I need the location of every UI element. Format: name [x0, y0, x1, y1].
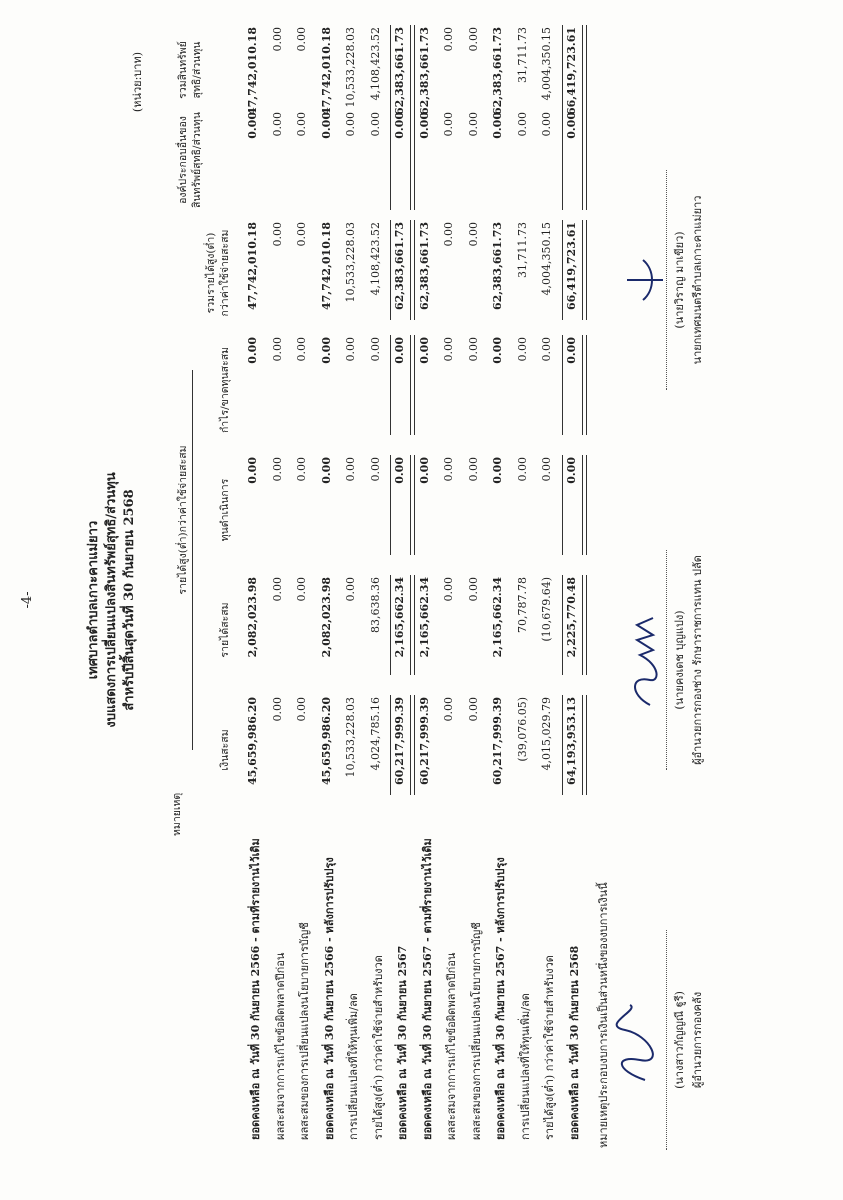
- row-label: ยอดคงเหลือ ณ วันที่ 30 กันยายน 2567: [396, 945, 409, 1140]
- row-label: รายได้สูง(ต่ำ) กว่าค่าใช้จ่ายสำหรับงวด: [371, 955, 385, 1140]
- cell-value: 0.00: [319, 337, 333, 364]
- cell-value: 0.00: [466, 457, 480, 482]
- cell-value: 60,217,999.39: [417, 697, 431, 786]
- cell-value: 0.00: [270, 27, 284, 52]
- cell-value: 0.00: [319, 457, 333, 484]
- cell-value: 62,383,661.73: [393, 222, 406, 311]
- cell-value: 0.00: [295, 457, 308, 482]
- cell-value: 2,082,023.98: [246, 577, 259, 658]
- row-label: รายได้สูง(ต่ำ) กว่าค่าใช้จ่ายสำหรับงวด: [543, 955, 556, 1140]
- col-group: รายได้สูง(ต่ำ)กว่าค่าใช้จ่ายสะสม: [177, 445, 189, 595]
- cell-value: 0.00: [466, 577, 480, 602]
- col-total-net-assets: รวมสินทรัพย์ สุทธิ/ส่วนทุน: [177, 41, 203, 99]
- cell-value: 0.00: [295, 112, 308, 137]
- subtotal-rule: [562, 575, 563, 675]
- subtotal-rule: [390, 575, 391, 675]
- cell-value: 0.00: [564, 112, 578, 139]
- cell-value: 10,533,228.03: [344, 697, 357, 778]
- statement-period: สำหรับปีสิ้นสุดวันที่ 30 กันยายน 2568: [122, 489, 137, 711]
- signature-block-mayor: (นายวิราญ มาเขียว) นายกเทศมนตรีตำบลเกาะคาแม่ยาว: [652, 150, 707, 410]
- total-double-rule: [582, 455, 587, 555]
- cell-value: 64,193,953.13: [564, 697, 578, 786]
- cell-value: 0.00: [564, 457, 578, 484]
- cell-value: 0.00: [295, 577, 308, 602]
- total-double-rule: [410, 575, 415, 675]
- subtotal-rule: [390, 455, 391, 555]
- row-label: ผลสะสมของการเปลี่ยนแปลงนโยบายการบัญชี: [469, 922, 483, 1140]
- cell-value: 4,015,029.79: [540, 697, 553, 771]
- cell-value: 0.00: [417, 112, 431, 139]
- cell-value: 0.00: [442, 697, 455, 722]
- row-label: ยอดคงเหลือ ณ วันที่ 30 กันยายน 2567 - ตามที่รายงานไว้เดิม: [420, 838, 434, 1140]
- subtotal-rule: [390, 695, 391, 795]
- col-retained-pl: กำไร/ขาดทุนสะสม: [219, 346, 231, 434]
- cell-value: 62,383,661.73: [491, 27, 504, 116]
- cell-value: 47,742,010.18: [246, 27, 259, 116]
- cell-value: 0.00: [393, 337, 406, 364]
- subtotal-rule: [390, 25, 391, 125]
- cell-value: 0.00: [442, 222, 455, 247]
- col-note: หมายเหตุ: [171, 792, 183, 836]
- row-label: ยอดคงเหลือ ณ วันที่ 30 กันยายน 2568: [567, 945, 581, 1140]
- cell-value: 4,108,423.52: [368, 222, 382, 296]
- cell-value: 0.00: [368, 457, 382, 482]
- cell-value: 0.00: [540, 457, 553, 482]
- cell-value: 0.00: [246, 337, 259, 364]
- cell-value: 0.00: [368, 112, 382, 137]
- total-double-rule: [582, 220, 587, 320]
- cell-value: 10,533,228.03: [344, 27, 357, 108]
- cell-value: 60,217,999.39: [393, 697, 406, 786]
- cell-value: 62,383,661.73: [417, 222, 431, 311]
- total-double-rule: [582, 335, 587, 435]
- cell-value: 0.00: [319, 112, 333, 139]
- cell-value: 47,742,010.18: [319, 222, 333, 311]
- cell-value: 0.00: [442, 112, 455, 137]
- cell-value: 45,659,986.20: [246, 697, 259, 786]
- cell-value: 0.00: [270, 222, 284, 247]
- statement-title: งบแสดงการเปลี่ยนแปลงสินทรัพย์สุทธิ/ส่วนทุน: [104, 472, 119, 728]
- cell-value: 2,165,662.34: [417, 577, 431, 658]
- cell-value: 0.00: [466, 222, 480, 247]
- cell-value: 0.00: [344, 337, 357, 362]
- cell-value: 0.00: [564, 337, 578, 364]
- subtotal-rule: [390, 110, 391, 210]
- cell-value: 0.00: [295, 27, 308, 52]
- cell-value: 0.00: [515, 337, 529, 362]
- cell-value: 2,165,662.34: [393, 577, 406, 658]
- cell-value: 0.00: [344, 457, 357, 482]
- cell-value: 70,787.78: [515, 577, 529, 633]
- cell-value: 0.00: [270, 577, 284, 602]
- subtotal-rule: [562, 25, 563, 125]
- total-double-rule: [582, 575, 587, 675]
- cell-value: 0.00: [417, 337, 431, 364]
- cell-value: 0.00: [368, 337, 382, 362]
- cell-value: 31,711.73: [515, 222, 529, 278]
- cell-value: 0.00: [491, 457, 504, 484]
- signature-block-engineering: (นายคงเดช บุญแปง) ผู้อำนวยการกองช่าง รักษาราชการแทน ปลัด: [652, 530, 707, 790]
- cell-value: 2,082,023.98: [319, 577, 333, 658]
- group-underline: [192, 370, 193, 750]
- cell-value: 0.00: [442, 337, 455, 362]
- cell-value: 0.00: [270, 112, 284, 137]
- row-label: ผลสะสมจากการแก้ไขข้อผิดพลาดปีก่อน: [273, 952, 287, 1140]
- row-label: ยอดคงเหลือ ณ วันที่ 30 กันยายน 2566 - หลังการปรับปรุง: [322, 857, 336, 1140]
- cell-value: 2,225,770.48: [564, 577, 578, 658]
- col-cash-reserve: เงินสะสม: [219, 729, 231, 771]
- col-accum-income: รายได้สะสม: [219, 602, 231, 658]
- cell-value: 0.00: [295, 222, 308, 247]
- cell-value: (39,076.05): [515, 697, 529, 762]
- col-working-capital: ทุนดำเนินการ: [219, 478, 231, 542]
- subtotal-rule: [562, 695, 563, 795]
- cell-value: 66,419,723.61: [564, 27, 578, 116]
- cell-value: 0.00: [466, 27, 480, 52]
- cell-value: 4,004,350.15: [540, 222, 553, 296]
- cell-value: 0.00: [540, 112, 553, 137]
- total-double-rule: [582, 110, 587, 210]
- total-double-rule: [410, 25, 415, 125]
- cell-value: 47,742,010.18: [246, 222, 259, 311]
- signature-block-finance: (นางสาวกัญญณี ฐูรี) ผู้อำนวยการกองคลัง: [652, 910, 707, 1170]
- cell-value: 45,659,986.20: [319, 697, 333, 786]
- cell-value: 0.00: [515, 457, 529, 482]
- cell-value: 83,638.36: [368, 577, 382, 633]
- cell-value: 0.00: [466, 697, 480, 722]
- cell-value: 0.00: [515, 112, 529, 137]
- cell-value: 0.00: [393, 457, 406, 484]
- col-other-components: องค์ประกอบอื่นของ สินทรัพย์สุทธิ/ส่วนทุน: [177, 111, 203, 209]
- cell-value: 4,004,350.15: [540, 27, 553, 101]
- org-name: เทศบาลตำบลเกาะคาแม่ยาว: [86, 520, 101, 680]
- cell-value: 0.00: [295, 337, 308, 362]
- cell-value: 0.00: [540, 337, 553, 362]
- cell-value: 0.00: [491, 337, 504, 364]
- cell-value: 0.00: [270, 337, 284, 362]
- subtotal-rule: [562, 220, 563, 320]
- cell-value: 62,383,661.73: [491, 222, 504, 311]
- total-double-rule: [410, 220, 415, 320]
- total-double-rule: [410, 695, 415, 795]
- cell-value: 10,533,228.03: [344, 222, 357, 303]
- col-total-surplus: รวมรายได้สูง(ต่ำ) กว่าค่าใช้จ่ายสะสม: [205, 229, 231, 317]
- cell-value: 0.00: [442, 457, 455, 482]
- cell-value: 62,383,661.73: [417, 27, 431, 116]
- cell-value: 0.00: [466, 112, 480, 137]
- total-double-rule: [582, 695, 587, 795]
- cell-value: 0.00: [246, 112, 259, 139]
- cell-value: 0.00: [442, 577, 455, 602]
- unit-label: (หน่วย:บาท): [131, 52, 144, 113]
- row-label: ผลสะสมจากการแก้ไขข้อผิดพลาดปีก่อน: [445, 952, 458, 1140]
- subtotal-rule: [390, 220, 391, 320]
- cell-value: 0.00: [344, 577, 357, 602]
- cell-value: 0.00: [246, 457, 259, 484]
- total-double-rule: [410, 110, 415, 210]
- cell-value: 4,024,785.16: [368, 697, 382, 771]
- subtotal-rule: [562, 335, 563, 435]
- cell-value: 31,711.73: [515, 27, 529, 83]
- cell-value: 0.00: [344, 112, 357, 137]
- cell-value: 60,217,999.39: [491, 697, 504, 786]
- cell-value: (10,679.64): [540, 577, 553, 642]
- total-double-rule: [410, 455, 415, 555]
- cell-value: 0.00: [270, 457, 284, 482]
- subtotal-rule: [390, 335, 391, 435]
- cell-value: 2,165,662.34: [491, 577, 504, 658]
- total-double-rule: [582, 25, 587, 125]
- cell-value: 4,108,423.52: [368, 27, 382, 101]
- footnote: หมายเหตุประกอบงบการเงินเป็นส่วนหนึ่งของงบการเงินนี้: [597, 882, 610, 1148]
- row-label: ยอดคงเหลือ ณ วันที่ 30 กันยายน 2567 - หลังการปรับปรุง: [494, 857, 507, 1140]
- cell-value: 0.00: [270, 697, 284, 722]
- cell-value: 62,383,661.73: [393, 27, 406, 116]
- subtotal-rule: [562, 455, 563, 555]
- cell-value: 66,419,723.61: [564, 222, 578, 311]
- row-label: การเปลี่ยนแปลงที่ให้ทุนเพิ่ม/ลด: [347, 993, 360, 1140]
- page-number: -4-: [20, 591, 35, 609]
- cell-value: 0.00: [491, 112, 504, 139]
- subtotal-rule: [562, 110, 563, 210]
- total-double-rule: [410, 335, 415, 435]
- cell-value: 0.00: [466, 337, 480, 362]
- row-label: การเปลี่ยนแปลงที่ให้ทุนเพิ่ม/ลด: [518, 993, 532, 1140]
- cell-value: 0.00: [442, 27, 455, 52]
- cell-value: 47,742,010.18: [319, 27, 333, 116]
- cell-value: 0.00: [393, 112, 406, 139]
- cell-value: 0.00: [417, 457, 431, 484]
- cell-value: 0.00: [295, 697, 308, 722]
- row-label: ยอดคงเหลือ ณ วันที่ 30 กันยายน 2566 - ตามที่รายงานไว้เดิม: [249, 838, 262, 1140]
- row-label: ผลสะสมของการเปลี่ยนแปลงนโยบายการบัญชี: [298, 922, 311, 1140]
